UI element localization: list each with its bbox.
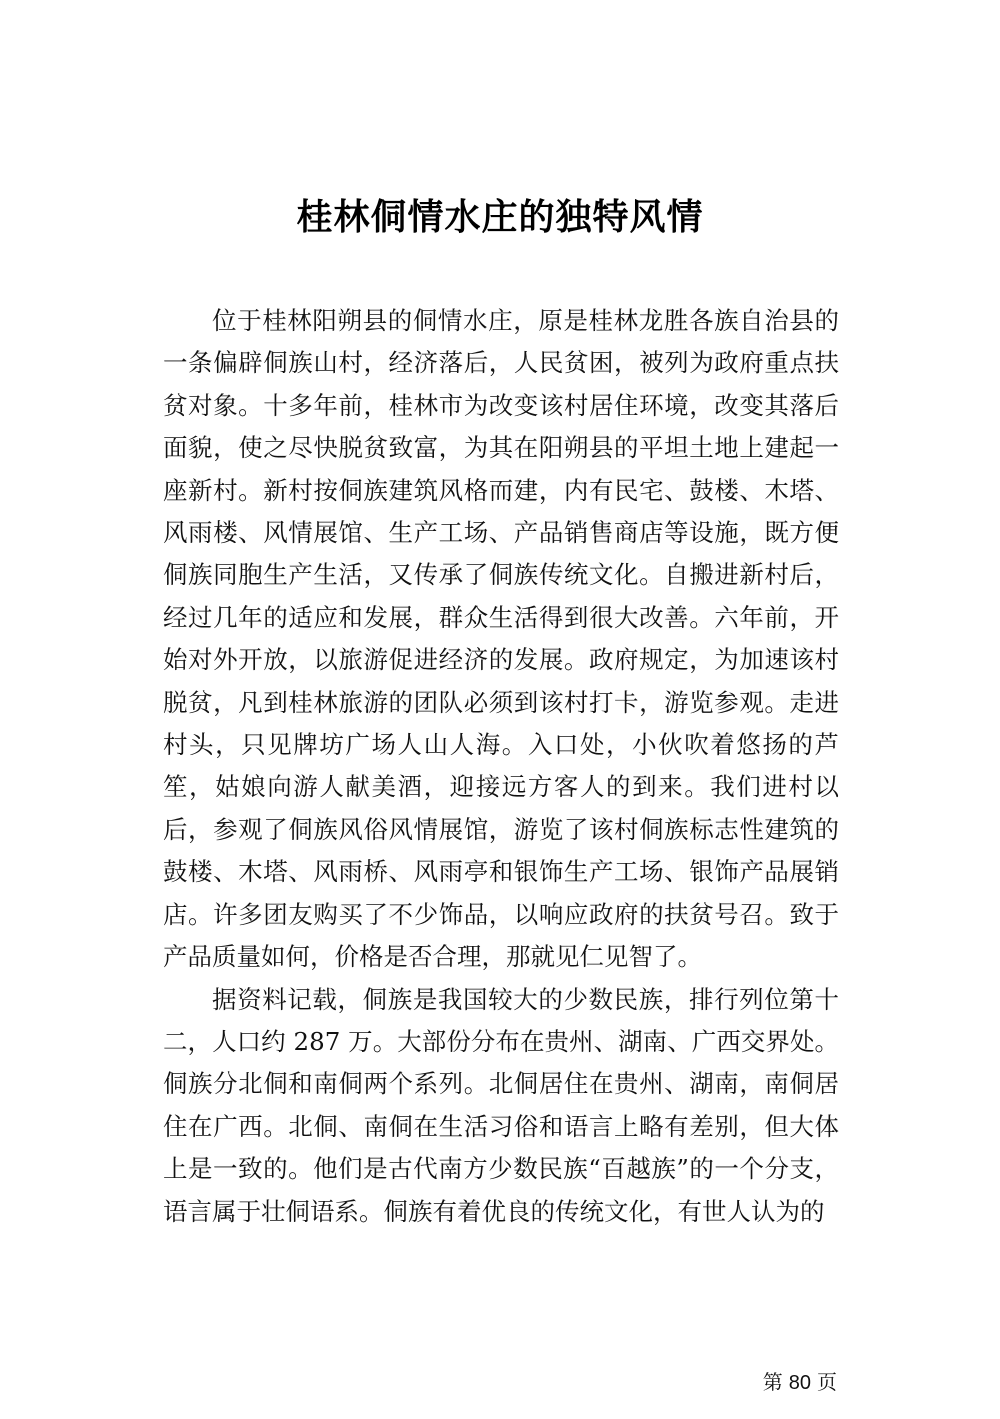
footer-prefix: 第 xyxy=(762,1370,783,1394)
paragraph-2: 据资料记载，侗族是我国较大的少数民族，排行列位第十二，人口约 287 万。大部份分布在贵州、湖南、广西交界处。侗族分北侗和南侗两个系列。北侗居住在贵州、湖南，南侗居住在广西。北侗、南侗在生活习俗和语言上略有差别，但大体上是一致的。他们是古代南方少数民族“百越族”的一个分支，语言属于壮侗语系。侗族有着优良的传统文化，有世人认为的 xyxy=(163,984,839,1226)
document-title: 桂林侗情水庄的独特风情 xyxy=(296,197,704,239)
page-number: 80 xyxy=(788,1372,811,1394)
footer-suffix: 页 xyxy=(817,1370,837,1394)
page-footer xyxy=(763,1368,837,1397)
paragraph-1: 位于桂林阳朔县的侗情水庄，原是桂林龙胜各族自治县的一条偏辟侗族山村，经济落后，人民贫困，被列为政府重点扶贫对象。十多年前，桂林市为改变该村居住环境，改变其落后面貌，使之尽快脱贫致富，为其在阳朔县的平坦土地上建起一座新村。新村按侗族建筑风格而建，内有民宅、鼓楼、木塔、风雨楼、风情展馆、生产工场、产品销售商店等设施，既方便侗族同胞生产生活，又传承了侗族传统文化。自搬进新村后，经过几年的适应和发展，群众生活得到很大改善。六年前，开始对外开放，以旅游促进经济的发展。政府规定，为加速该村脱贫，凡到桂林旅游的团队必须到该村打卡，游览参观。走进村头，只见牌坊广场人山人海。入口处，小伙吹着悠扬的芦笙，姑娘向游人献美酒，迎接远方客人的到来。我们进村以后，参观了侗族风俗风情展馆，游览了该村侗族标志性建筑的鼓楼、木塔、风雨桥、风雨亭和银饰生产工场、银饰产品展销店。许多团友购买了不少饰品，以响应政府的扶贫号召。致于产品质量如何，价格是否合理，那就见仁见智了。 xyxy=(163,306,839,972)
document-body xyxy=(163,300,839,1233)
